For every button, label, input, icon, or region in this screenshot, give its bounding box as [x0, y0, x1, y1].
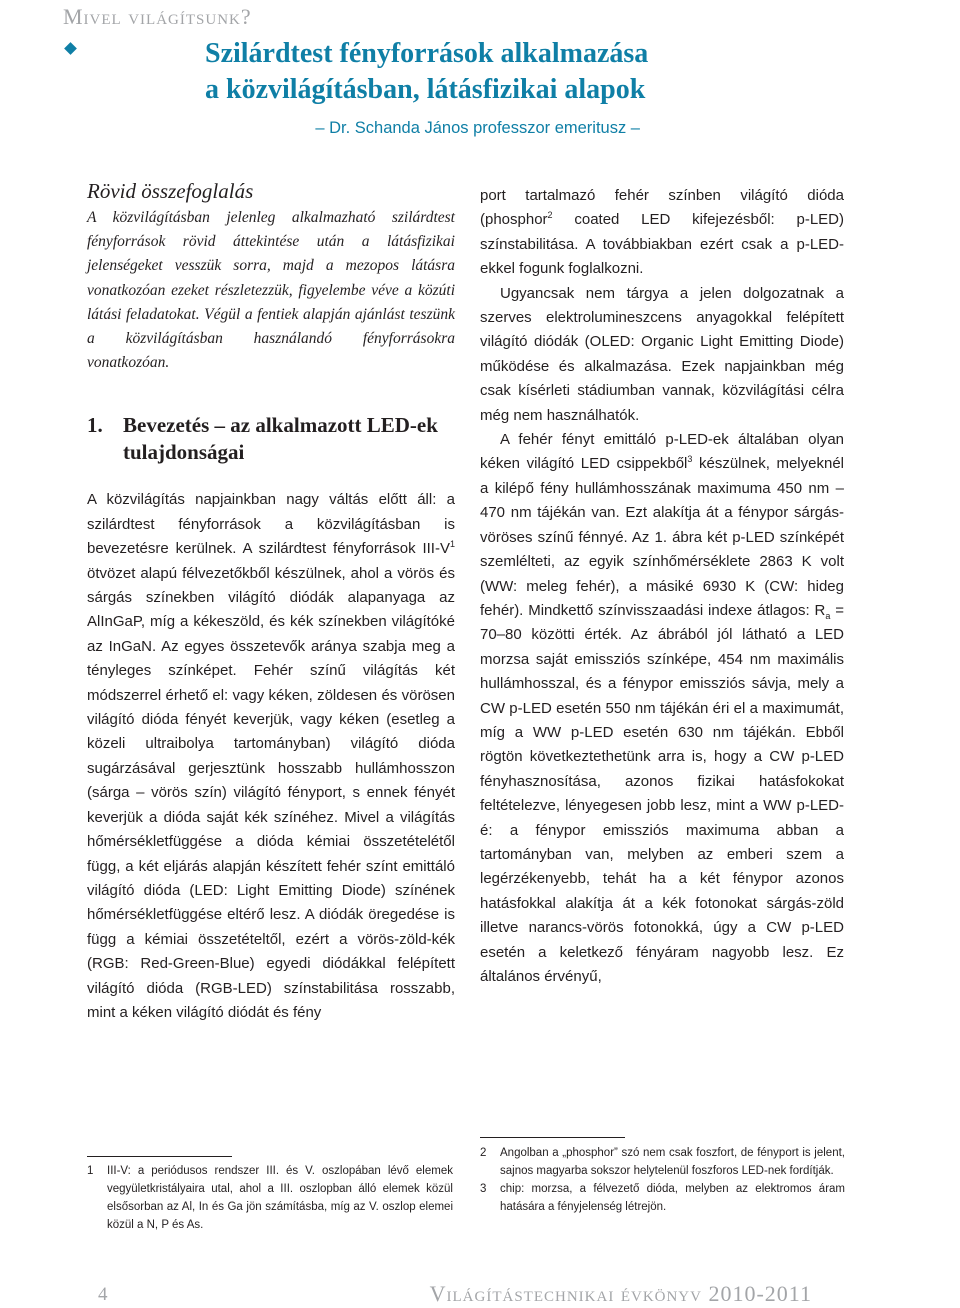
footnote-text: chip: morzsa, a félvezető dióda, melyben az elektromos áram hatására a fényjelenség létrejön.: [500, 1183, 845, 1213]
footnote-ref: 2: [547, 210, 553, 221]
footnote-mark: 2: [480, 1147, 487, 1159]
footnote-ref: 3: [687, 454, 693, 465]
paragraph-text: készülnek, melyeknél a kilépő fény hullámhosszának maximuma 450 nm – 470 nm tájékán van. Ezt alakítja át a fénypor sárgás-vöröses színű fénnyé. Az 1. ábra két p-LED színképét szemlélteti, az egyik színhőmérséklete 2863 K volt (WW: meleg fehér), a másiké 6930 K (CW: hideg fehér). Mindkettő színvisszaadási indexe átlagos: R: [480, 455, 844, 619]
title-bullet-icon: [64, 42, 77, 55]
footnote-mark: 1: [87, 1165, 94, 1177]
abstract-heading: Rövid összefoglalás: [87, 179, 254, 203]
section-number: 1.: [87, 413, 103, 438]
paragraph-text: coated LED kifejezésből: p-LED) színstabilitása. A továbbiakban ezért csak a p-LED-ekkel fogunk foglalkozni.: [480, 211, 844, 278]
paragraph: Ugyancsak nem tárgya a jelen dolgozatnak a szerves elektrolumineszcens anyagokkal felépített világító diódák (OLED: Organic Light Emitting Diode) működése és alkalmazása. Ezek napjainkban még csak kísérleti stádiumban vannak, közvilágítási célra még nem használhatók.: [480, 284, 844, 424]
journal-title: Világítástechnikai évkönyv 2010-2011: [429, 1281, 812, 1306]
footnote-ref: 1: [449, 539, 455, 550]
footnote-text: Angolban a „phosphor” szó nem csak foszfort, de fényport is jelent, sajnos magyarba sokszor helytelenül foszforos LED-nek fordítják.: [500, 1147, 845, 1177]
paragraph-text: port tartalmazó fehér színben világító dióda (phosphor: [480, 187, 844, 229]
article-title: [205, 36, 925, 108]
footnote-divider: [480, 1137, 625, 1138]
footnote: [480, 1180, 845, 1216]
subscript: a: [825, 610, 831, 621]
paragraph: [480, 184, 844, 282]
title-line-1: Szilárdtest fényforrások alkalmazása: [205, 38, 649, 69]
footnote: [480, 1144, 845, 1180]
page-number: 4: [98, 1284, 108, 1305]
section-body-left: [87, 488, 455, 1025]
footnotes-left: [87, 1162, 453, 1234]
right-column: [480, 184, 844, 989]
section-heading: [87, 412, 455, 466]
paragraph-text: = 70–80 közötti érték. Az ábrából jól látható a LED morzsa saját emissziós színképe, 454 nm maximális hullámhosszal, és a fénypor emissziós sávja, mely a CW p-LED esetén 550 nm tájékán éri el a maximumát, míg a WW p-LED esetén 630 nm tájékán. Ebből rögtön következtethetünk arra is, hogy a CW p-LED fényhasznosítása, azonos fizikai hatásfokokat feltételezve, lényegesen jobb lesz, mint a WW p-LED-é: a fénypor emissziós maximuma abban a tartományban van, melyben az emberi szem a legérzékenyebb, tehát ha a két fénypor azonos hatásfokkal alakítja át a kék fotonokat sárgás-zöld illetve narancs-vörös fotonokká, úgy a CW p-LED esetén a keletkező fényáram nagyobb lesz. Ez általános érvényű,: [480, 601, 844, 985]
abstract-text: A közvilágításban jelenleg alkalmazható szilárdtest fényforrások rövid áttekintése után a látásfizikai jelenségeket vesszük sorra, majd a mezopos látásra vonatkozóan ezeket részletezzük, figyelembe véve a közúti látási feladatokat. Végül a fentiek alapján ajánlást teszünk a közvilágításban használandó fényforrásokra vonatkozóan.: [87, 209, 455, 372]
paragraph: [87, 488, 455, 1025]
running-head: Mivel világítsunk?: [63, 4, 252, 29]
footnote-divider: [87, 1156, 232, 1157]
footnote-text: III-V: a periódusos rendszer III. és V. oszlopában lévő elemek vegyületkristályaira utal, ahol a III. oszlopban álló elemek közül elsősorban az Al, In és Ga jön számításba, míg az V. oszlop elemei közül a N, P és As.: [107, 1165, 453, 1231]
paragraph: [480, 428, 844, 989]
footnotes-right: [480, 1144, 845, 1216]
section-title: Bevezetés – az alkalmazott LED-ek tulajdonságai: [123, 413, 438, 465]
paragraph-text: A fehér fényt emittáló p-LED-ek általában olyan kéken világító LED csippekből: [480, 431, 844, 473]
footnote: [87, 1162, 453, 1234]
title-line-2: a közvilágításban, látásfizikai alapok: [205, 74, 646, 105]
paragraph-text: A közvilágítás napjainkban nagy váltás előtt áll: a szilárdtest fényforrások a közvilágításban is bevezetésre kerülnek. A szilárdtest fényforrások III-V: [87, 491, 455, 558]
footnote-mark: 3: [480, 1183, 487, 1195]
section-body-right: [480, 184, 844, 989]
paragraph-text: ötvözet alapú félvezetőkből készülnek, ahol a vörös és sárgás színekben világító diódák alapanyaga az AlInGaP, míg a kékeszöld, és kék színekben világítóké az InGaN. Az egyes összetevők aránya szabja meg a tényleges színképet. Fehér színű világítás két módszerrel érhető el: vagy kéken, zöldesen és vörösen világító dióda fényét keverjük, vagy kéken (esetleg a közeli ultraibolya tartományban) világító dióda sugárzásával gerjesztünk hosszabb hullámhosszon (sárga – vörös szín) világító fényport, s ennek fényét keverjük a dióda saját kék színéhez. Mivel a világítás hőmérsékletfüggése a dióda kémiai összetételétől függ, a két eljárás alapján készített fehér színt emittáló világító dióda (LED: Light Emitting Diode) színének hőmérsékletfüggése eltérő lesz. A diódák öregedése is függ a kémiai összetételtől, ezért a vörös-zöld-kék (RGB: Red-Green-Blue) egyedi diódákkal felépített világító dióda (RGB-LED) színstabilitása rosszabb, mint a kéken világító diódát és fény: [87, 564, 455, 1021]
left-column: [87, 178, 455, 1025]
author-line: – Dr. Schanda János professzor emeritusz –: [315, 119, 640, 137]
